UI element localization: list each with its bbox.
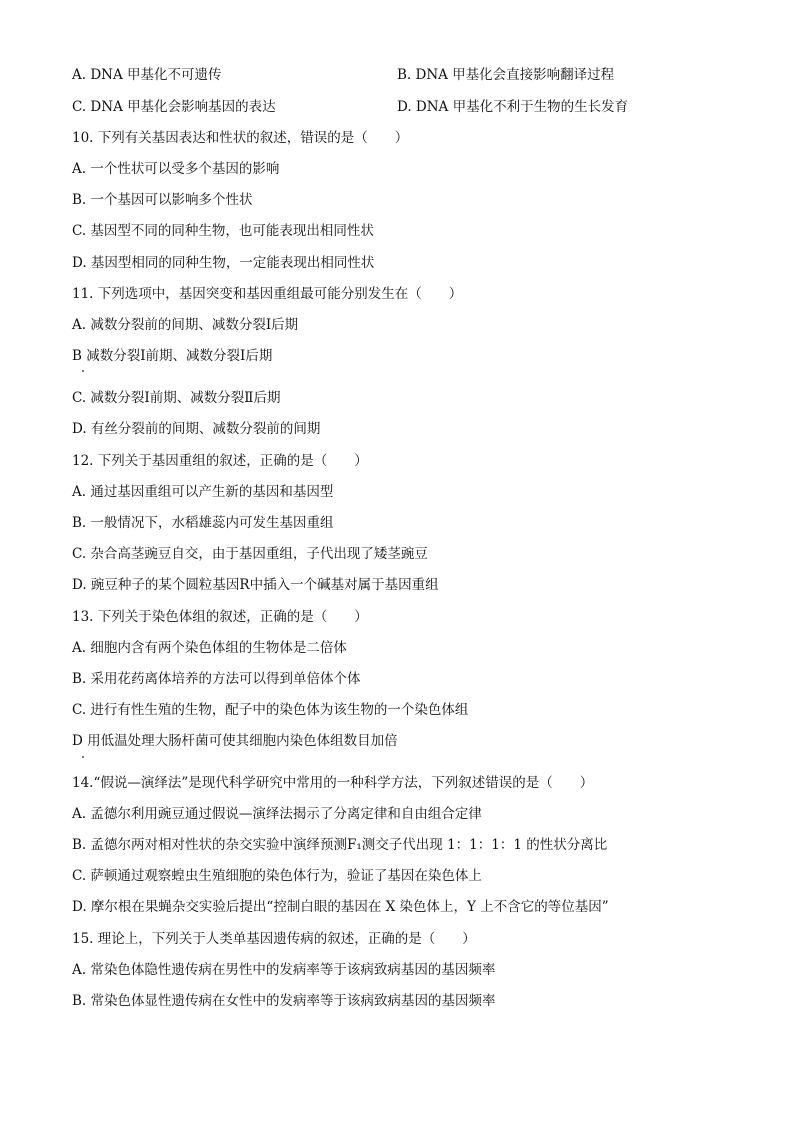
q11-option-a: A. 减数分裂前的间期、减数分裂Ⅰ后期: [72, 317, 299, 333]
q10-option-c: C. 基因型不同的同种生物，也可能表现出相同性状: [72, 223, 374, 239]
q11-option-d: D. 有丝分裂前的间期、减数分裂前的间期: [72, 421, 321, 437]
q13-option-a: A. 细胞内含有两个染色体组的生物体是二倍体: [72, 640, 347, 656]
q11-stem: 11. 下列选项中，基因突变和基因重组最可能分别发生在（ ）: [72, 286, 463, 302]
q12-option-c: C. 杂合高茎豌豆自交，由于基因重组，子代出现了矮茎豌豆: [72, 546, 428, 562]
q10-option-d: D. 基因型相同的同种生物，一定能表现出相同性状: [72, 255, 375, 271]
q14-option-c: C. 萨顿通过观察蝗虫生殖细胞的染色体行为，验证了基因在染色体上: [72, 868, 482, 884]
q10-option-a: A. 一个性状可以受多个基因的影响: [72, 161, 280, 177]
q9-option-d: D. DNA 甲基化不利于生物的生长发育: [397, 99, 629, 115]
q10-option-b: B. 一个基因可以影响多个性状: [72, 192, 253, 208]
q13-option-b: B. 采用花药离体培养的方法可以得到单倍体个体: [72, 671, 361, 687]
q12-option-d: D. 豌豆种子的某个圆粒基因R中插入一个碱基对属于基因重组: [72, 577, 439, 593]
q13-option-c: C. 进行有性生殖的生物，配子中的染色体为该生物的一个染色体组: [72, 702, 469, 718]
q15-option-a: A. 常染色体隐性遗传病在男性中的发病率等于该病致病基因的基因频率: [72, 962, 496, 978]
q14-stem: 14.“假说—演绎法”是现代科学研究中常用的一种科学方法，下列叙述错误的是（ ）: [72, 775, 594, 791]
q15-option-b: B. 常染色体显性遗传病在女性中的发病率等于该病致病基因的基因频率: [72, 993, 496, 1009]
q14-option-a: A. 孟德尔利用豌豆通过假说—演绎法揭示了分离定律和自由组合定律: [72, 806, 482, 822]
q13-stem: 13. 下列关于染色体组的叙述，正确的是（ ）: [72, 609, 368, 625]
q9-option-b: B. DNA 甲基化会直接影响翻译过程: [397, 67, 615, 83]
q12-option-b: B. 一般情况下，水稻雄蕊内可发生基因重组: [72, 515, 334, 531]
q14-option-b: B. 孟德尔两对相对性状的杂交实验中演绎预测F₁测交子代出现 1：1：1：1 的性状分离比: [72, 837, 608, 853]
q12-option-a: A. 通过基因重组可以产生新的基因和基因型: [72, 484, 334, 500]
q12-stem: 12. 下列关于基因重组的叙述，正确的是（ ）: [72, 453, 368, 469]
stray-dot: [82, 756, 84, 758]
q15-stem: 15. 理论上，下列关于人类单基因遗传病的叙述，正确的是（ ）: [72, 931, 476, 947]
q14-option-d: D. 摩尔根在果蝇杂交实验后提出“控制白眼的基因在 X 染色体上，Y 上不含它的等位基因”: [72, 899, 609, 915]
q13-option-d: D 用低温处理大肠杆菌可使其细胞内染色体组数目加倍: [72, 733, 398, 749]
stray-dot: [82, 370, 84, 372]
q11-option-c: C. 减数分裂Ⅰ前期、减数分裂Ⅱ后期: [72, 390, 281, 406]
q11-option-b: B 减数分裂Ⅰ前期、减数分裂Ⅰ后期: [72, 348, 273, 364]
q10-stem: 10. 下列有关基因表达和性状的叙述，错误的是（ ）: [72, 130, 409, 146]
q9-option-c: C. DNA 甲基化会影响基因的表达: [72, 99, 276, 115]
q9-option-a: A. DNA 甲基化不可遗传: [72, 67, 222, 83]
